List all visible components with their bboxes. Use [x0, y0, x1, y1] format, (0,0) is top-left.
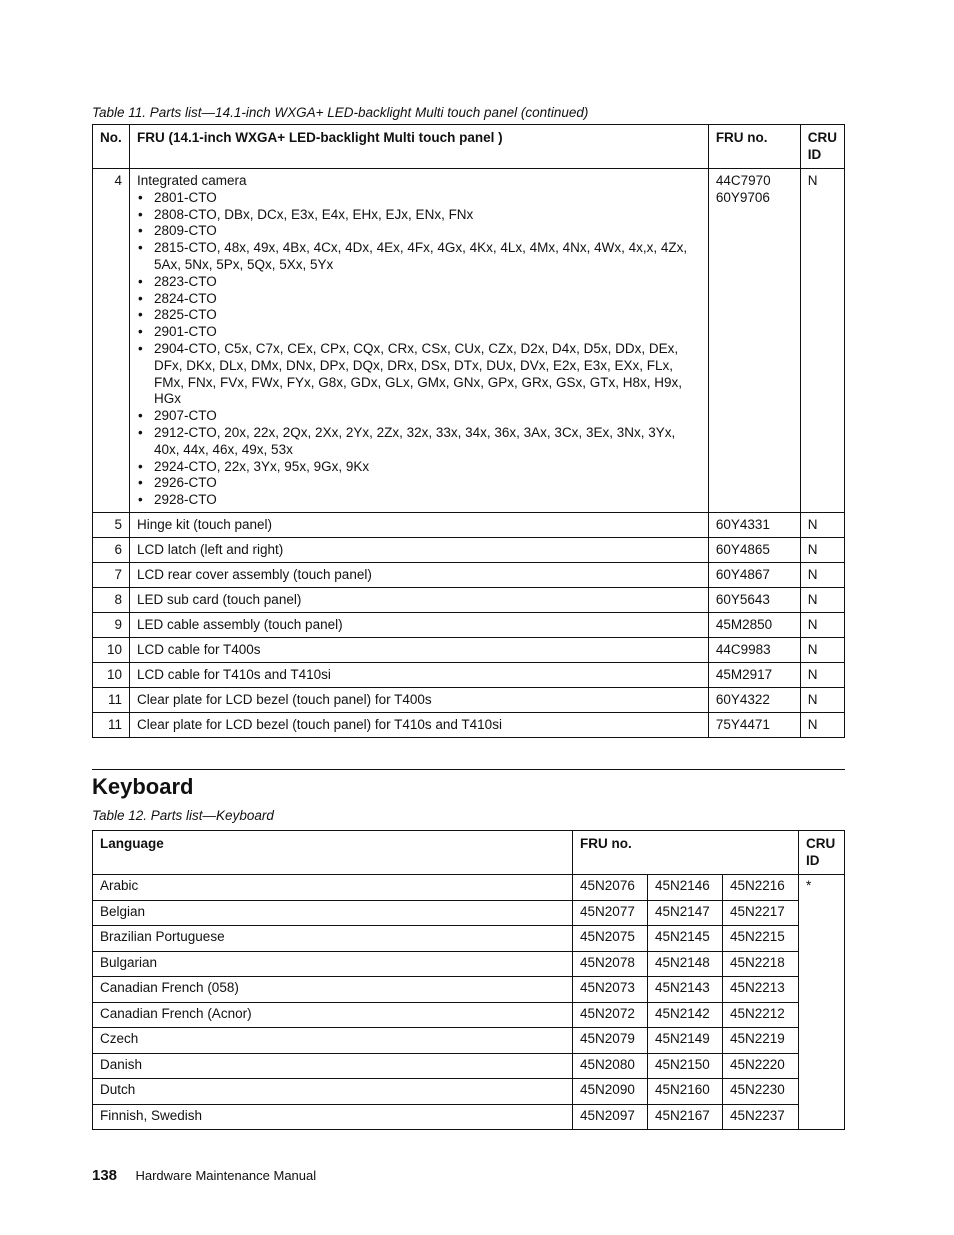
fru-number: 45N2149 — [648, 1028, 723, 1054]
row-number: 5 — [93, 513, 130, 538]
section-divider — [92, 769, 845, 770]
fru-description — [129, 169, 708, 513]
fru-description: Clear plate for LCD bezel (touch panel) for T400s — [129, 688, 708, 713]
col-header-cru: CRU ID — [798, 831, 844, 875]
fru-number: 60Y5643 — [708, 588, 800, 613]
language-cell: Canadian French (Acnor) — [93, 1002, 573, 1028]
camera-title: Integrated camera — [136, 173, 247, 188]
parts-table-touch-panel — [92, 124, 845, 738]
table-row — [93, 926, 845, 952]
row-number: 6 — [93, 538, 130, 563]
row-number: 11 — [93, 688, 130, 713]
table-11-caption: Table 11. Parts list—14.1-inch WXGA+ LED-backlight Multi touch panel (continued) — [92, 105, 589, 120]
model-item: • 2904-CTO, C5x, C7x, CEx, CPx, CQx, CRx, CSx, CUx, CZx, D2x, D4x, D5x, DDx, DEx, DFx, DKx, DLx, DMx, DNx, DPx, DQx, DRx, DSx, DTx, DUx, DVx, E2x, E3x, EXx, FLx, FMx, FNx, FVx, FWx, FYx, G8x, GDx, GLx, GMx, GNx, GPx, GRx, GSx, GTx, H8x, H9x, HGx — [154, 341, 701, 408]
col-header-fru-no: FRU no. — [573, 831, 799, 875]
table-row — [93, 663, 845, 688]
fru-number: 45N2230 — [723, 1079, 799, 1105]
fru-description: Hinge kit (touch panel) — [129, 513, 708, 538]
cru-id: N — [800, 563, 844, 588]
model-item: • 2809-CTO — [154, 223, 701, 240]
col-header-fru-no: FRU no. — [708, 125, 800, 169]
row-number: 10 — [93, 663, 130, 688]
fru-number: 75Y4471 — [708, 713, 800, 738]
fru-number: 45N2078 — [573, 951, 648, 977]
table-row — [93, 875, 845, 901]
table-row — [93, 688, 845, 713]
table-row — [93, 1079, 845, 1105]
table-row — [93, 900, 845, 926]
col-header-fru: FRU (14.1-inch WXGA+ LED-backlight Multi touch panel ) — [129, 125, 708, 169]
cru-id: N — [800, 713, 844, 738]
fru-number: 45N2213 — [723, 977, 799, 1003]
cru-id: N — [800, 688, 844, 713]
table-12-caption: Table 12. Parts list—Keyboard — [92, 808, 274, 823]
table-row — [93, 977, 845, 1003]
fru-description: LCD cable for T400s — [129, 638, 708, 663]
language-cell: Bulgarian — [93, 951, 573, 977]
model-item: • 2928-CTO — [154, 492, 701, 509]
fru-number-1: 44C7970 — [715, 173, 771, 188]
language-cell: Arabic — [93, 875, 573, 901]
fru-number: 45M2850 — [708, 613, 800, 638]
fru-number: 45N2148 — [648, 951, 723, 977]
row-number: 11 — [93, 713, 130, 738]
page-number: 138 — [92, 1167, 118, 1184]
model-item: • 2825-CTO — [154, 307, 701, 324]
fru-number: 45N2142 — [648, 1002, 723, 1028]
model-item: • 2823-CTO — [154, 274, 701, 291]
cru-id: N — [800, 538, 844, 563]
fru-number — [708, 169, 800, 513]
fru-description: LED sub card (touch panel) — [129, 588, 708, 613]
table-row — [93, 1028, 845, 1054]
cru-id: N — [800, 638, 844, 663]
table-row — [93, 538, 845, 563]
language-cell: Canadian French (058) — [93, 977, 573, 1003]
fru-number: 45N2218 — [723, 951, 799, 977]
fru-number: 45N2219 — [723, 1028, 799, 1054]
page-footer — [92, 1167, 316, 1185]
fru-number: 45M2917 — [708, 663, 800, 688]
fru-number: 45N2072 — [573, 1002, 648, 1028]
fru-number: 45N2147 — [648, 900, 723, 926]
fru-number: 60Y4865 — [708, 538, 800, 563]
fru-number: 45N2216 — [723, 875, 799, 901]
fru-description: LCD rear cover assembly (touch panel) — [129, 563, 708, 588]
fru-description: LED cable assembly (touch panel) — [129, 613, 708, 638]
fru-number: 45N2215 — [723, 926, 799, 952]
fru-number: 45N2146 — [648, 875, 723, 901]
model-list — [137, 190, 701, 509]
row-number: 10 — [93, 638, 130, 663]
fru-number: 60Y4867 — [708, 563, 800, 588]
cru-id: N — [800, 663, 844, 688]
fru-number: 45N2075 — [573, 926, 648, 952]
table-row — [93, 1104, 845, 1130]
fru-number: 45N2080 — [573, 1053, 648, 1079]
fru-number: 45N2090 — [573, 1079, 648, 1105]
row-number: 8 — [93, 588, 130, 613]
cru-id: * — [798, 875, 844, 1130]
table-row — [93, 588, 845, 613]
language-cell: Brazilian Portuguese — [93, 926, 573, 952]
fru-number: 45N2143 — [648, 977, 723, 1003]
language-cell: Finnish, Swedish — [93, 1104, 573, 1130]
model-item: • 2912-CTO, 20x, 22x, 2Qx, 2Xx, 2Yx, 2Zx, 32x, 33x, 34x, 36x, 3Ax, 3Cx, 3Ex, 3Nx, 3Yx, 40x, 44x, 46x, 49x, 53x — [154, 425, 701, 459]
fru-number: 45N2217 — [723, 900, 799, 926]
fru-description: Clear plate for LCD bezel (touch panel) for T410s and T410si — [129, 713, 708, 738]
section-heading: Keyboard — [92, 774, 194, 799]
col-header-language: Language — [93, 831, 573, 875]
fru-number: 45N2073 — [573, 977, 648, 1003]
table-row — [93, 1002, 845, 1028]
model-item: • 2907-CTO — [154, 408, 701, 425]
fru-number: 60Y4331 — [708, 513, 800, 538]
table-row — [93, 951, 845, 977]
manual-title: Hardware Maintenance Manual — [135, 1168, 317, 1183]
table-row — [93, 613, 845, 638]
row-number: 9 — [93, 613, 130, 638]
fru-number: 45N2220 — [723, 1053, 799, 1079]
fru-description: LCD latch (left and right) — [129, 538, 708, 563]
cru-id: N — [800, 513, 844, 538]
model-item: • 2901-CTO — [154, 324, 701, 341]
col-header-cru: CRU ID — [800, 125, 844, 169]
language-cell: Dutch — [93, 1079, 573, 1105]
cru-id: N — [800, 613, 844, 638]
fru-number: 45N2145 — [648, 926, 723, 952]
fru-number: 45N2079 — [573, 1028, 648, 1054]
model-item: • 2808-CTO, DBx, DCx, E3x, E4x, EHx, EJx, ENx, FNx — [154, 207, 701, 224]
table-row — [93, 563, 845, 588]
language-cell: Belgian — [93, 900, 573, 926]
fru-number: 60Y4322 — [708, 688, 800, 713]
fru-number: 45N2167 — [648, 1104, 723, 1130]
fru-number: 45N2160 — [648, 1079, 723, 1105]
table-row — [93, 1053, 845, 1079]
language-cell: Danish — [93, 1053, 573, 1079]
fru-number-2: 60Y9706 — [715, 189, 770, 205]
col-header-no: No. — [93, 125, 130, 169]
cru-id: N — [800, 588, 844, 613]
table-row — [93, 638, 845, 663]
fru-number: 45N2237 — [723, 1104, 799, 1130]
cru-id: N — [800, 169, 844, 513]
row-number: 4 — [93, 169, 130, 513]
fru-number: 45N2150 — [648, 1053, 723, 1079]
fru-number: 44C9983 — [708, 638, 800, 663]
model-item: • 2801-CTO — [154, 190, 701, 207]
parts-table-keyboard — [92, 830, 845, 1130]
model-item: • 2824-CTO — [154, 291, 701, 308]
fru-number: 45N2077 — [573, 900, 648, 926]
language-cell: Czech — [93, 1028, 573, 1054]
fru-number: 45N2212 — [723, 1002, 799, 1028]
fru-description: LCD cable for T410s and T410si — [129, 663, 708, 688]
fru-number: 45N2076 — [573, 875, 648, 901]
fru-number: 45N2097 — [573, 1104, 648, 1130]
model-item: • 2924-CTO, 22x, 3Yx, 95x, 9Gx, 9Kx — [154, 459, 701, 476]
model-item: • 2926-CTO — [154, 475, 701, 492]
model-item: • 2815-CTO, 48x, 49x, 4Bx, 4Cx, 4Dx, 4Ex, 4Fx, 4Gx, 4Kx, 4Lx, 4Mx, 4Nx, 4Wx, 4x,x, 4Zx, 5Ax, 5Nx, 5Px, 5Qx, 5Xx, 5Yx — [154, 240, 701, 274]
table-row — [93, 713, 845, 738]
row-number: 7 — [93, 563, 130, 588]
table-row — [93, 513, 845, 538]
